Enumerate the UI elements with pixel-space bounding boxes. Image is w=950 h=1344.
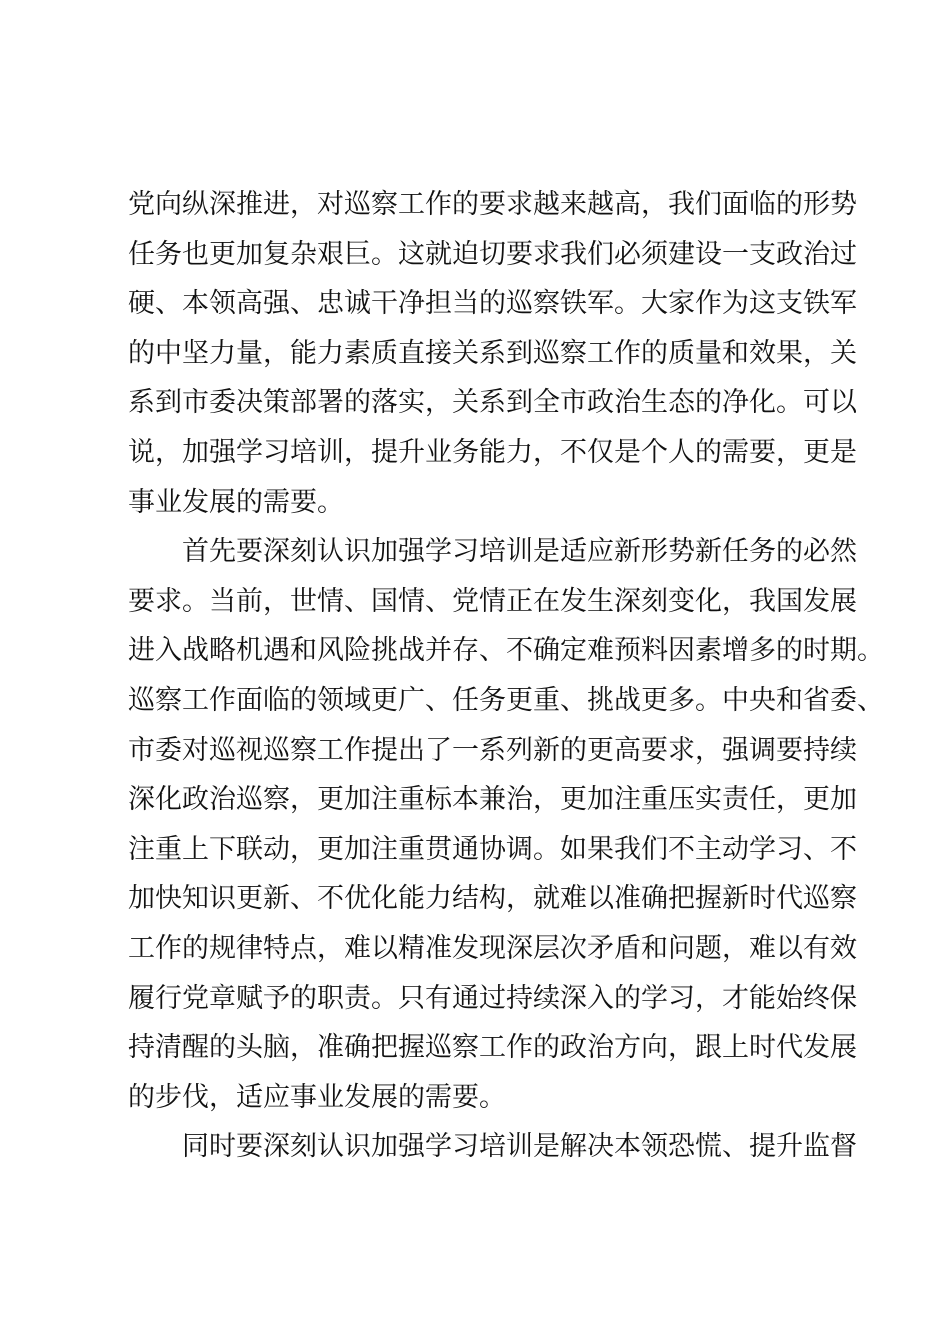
text-line: 要求。当前，世情、国情、党情正在发生深刻变化，我国发展 — [128, 585, 857, 617]
text-line: 工作的规律特点，难以精准发现深层次矛盾和问题，难以有效 — [128, 932, 857, 964]
text-line: 党向纵深推进，对巡察工作的要求越来越高，我们面临的形势 — [128, 189, 857, 220]
text-line: 持清醒的头脑，准确把握巡察工作的政治方向，跟上时代发展 — [128, 1032, 857, 1064]
text-line: 任务也更加复杂艰巨。这就迫切要求我们必须建设一支政治过 — [128, 238, 857, 270]
text-line: 深化政治巡察，更加注重标本兼治，更加注重压实责任，更加 — [128, 784, 857, 816]
text-line: 进入战略机遇和风险挑战并存、不确定难预料因素增多的时期。 — [128, 635, 884, 667]
text-line: 说，加强学习培训，提升业务能力，不仅是个人的需要，更是 — [128, 436, 857, 468]
text-line: 的步伐，适应事业发展的需要。 — [128, 1081, 506, 1113]
paragraph-first-line: 同时要深刻认识加强学习培训是解决本领恐慌、提升监督 — [182, 1131, 857, 1163]
body-text — [128, 180, 884, 1172]
text-line: 履行党章赋予的职责。只有通过持续深入的学习，才能始终保 — [128, 982, 857, 1014]
paragraph-first-line: 首先要深刻认识加强学习培训是适应新形势新任务的必然 — [182, 536, 857, 568]
text-line: 的中坚力量，能力素质直接关系到巡察工作的质量和效果，关 — [128, 337, 857, 369]
text-line: 巡察工作面临的领域更广、任务更重、挑战更多。中央和省委、 — [128, 684, 884, 716]
text-line: 事业发展的需要。 — [128, 486, 344, 518]
text-line: 系到市委决策部署的落实，关系到全市政治生态的净化。可以 — [128, 387, 857, 419]
text-line: 市委对巡视巡察工作提出了一系列新的更高要求，强调要持续 — [128, 734, 857, 766]
text-line: 注重上下联动，更加注重贯通协调。如果我们不主动学习、不 — [128, 833, 857, 865]
text-line: 加快知识更新、不优化能力结构，就难以准确把握新时代巡察 — [128, 883, 857, 915]
text-line: 硬、本领高强、忠诚干净担当的巡察铁军。大家作为这支铁军 — [128, 288, 857, 320]
